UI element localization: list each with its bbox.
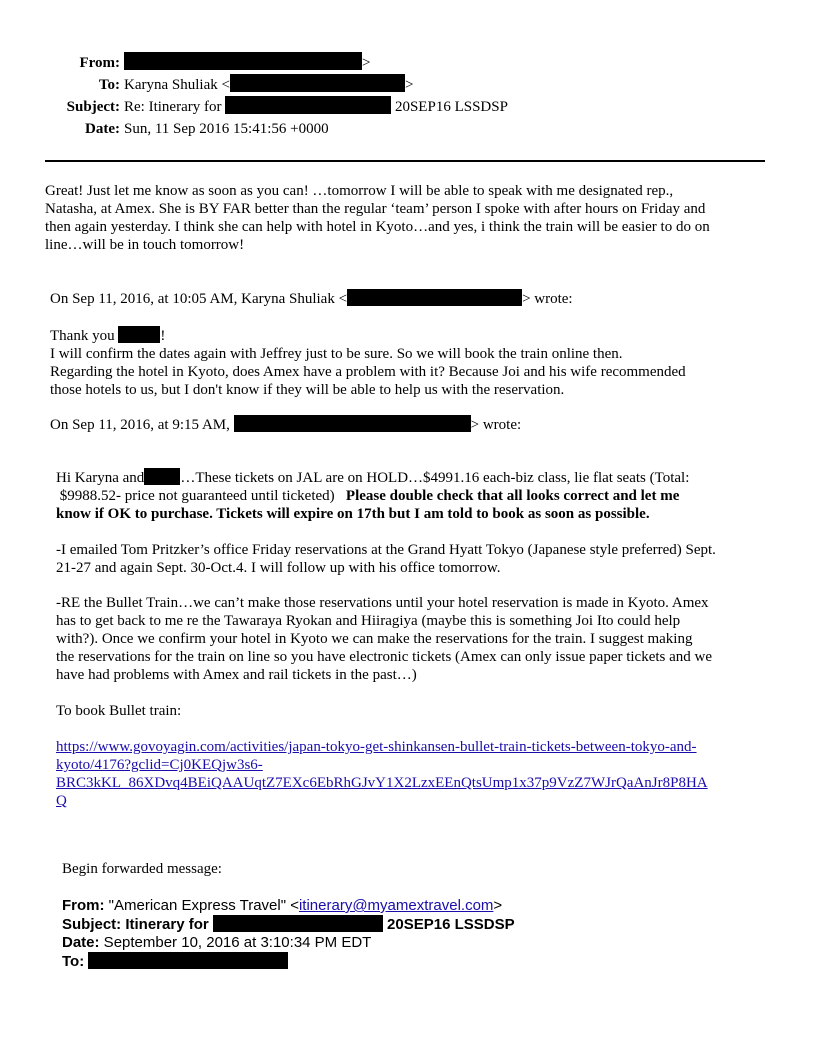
greeting-rest: …These tickets on JAL are on HOLD…$4991.16 each-biz class, lie flat seats (Total: xyxy=(180,470,690,486)
fwd-from-email[interactable]: itinerary@myamextravel.com xyxy=(298,897,494,914)
fwd-from-label: From: xyxy=(62,897,105,914)
attribution-suffix: > wrote: xyxy=(522,291,573,307)
body-line: line…will be in touch tomorrow! xyxy=(45,237,245,253)
date-label: Date: xyxy=(85,121,120,137)
date-value: Sun, 11 Sep 2016 15:41:56 +0000 xyxy=(124,121,329,137)
body-line: I will confirm the dates again with Jeffrey just to be sure. So we will book the train online then. xyxy=(50,346,623,362)
redaction-bar xyxy=(124,52,362,70)
book-label: To book Bullet train: xyxy=(56,703,182,719)
fwd-subject-label: Subject: Itinerary for xyxy=(62,916,209,933)
url-line[interactable]: Q xyxy=(56,793,67,809)
to-value xyxy=(124,74,413,96)
redaction-bar xyxy=(347,289,522,306)
redaction-bar xyxy=(234,415,471,432)
forwarded-header xyxy=(62,897,515,971)
quote-attribution-1 xyxy=(50,289,775,308)
body-line: Natasha, at Amex. She is BY FAR better than the regular ‘team’ person I spoke with after hours on Friday and xyxy=(45,201,706,217)
message-p3 xyxy=(56,594,781,684)
fwd-subject-suffix: 20SEP16 LSSDSP xyxy=(387,916,515,933)
url-line[interactable]: BRC3kKL_86XDvq4BEiQAAUqtZ7EXc6EbRhGJvY1X2LzxEEnQtsUmp1x37p9VzZ7WJrQaAnJr8P8HA xyxy=(56,775,708,791)
to-label: To: xyxy=(98,77,120,93)
redaction-bar xyxy=(213,915,383,932)
header-divider xyxy=(45,160,765,162)
attribution-prefix: On Sep 11, 2016, at 9:15 AM, xyxy=(50,417,230,433)
redaction-bar xyxy=(144,468,180,485)
redaction-bar xyxy=(230,74,405,92)
reply-body xyxy=(45,182,770,254)
message-intro xyxy=(56,468,781,523)
attribution-prefix: On Sep 11, 2016, at 10:05 AM, Karyna Shuliak < xyxy=(50,291,348,307)
from-value xyxy=(124,52,370,74)
to-name: Karyna Shuliak < xyxy=(124,77,230,93)
subject-suffix: 20SEP16 LSSDSP xyxy=(394,99,508,115)
url-line[interactable]: https://www.govoyagin.com/activities/japan-tokyo-get-shinkansen-bullet-train-tickets-between-tokyo-and- xyxy=(56,739,697,755)
redaction-bar xyxy=(225,96,391,114)
url-line[interactable]: kyoto/4176?gclid=Cj0KEQjw3s6- xyxy=(56,757,263,773)
thanks-prefix: Thank you xyxy=(50,328,115,344)
quote-attribution-2 xyxy=(50,415,775,434)
subject-label: Subject: xyxy=(66,99,120,115)
body-line: Great! Just let me know as soon as you can! …tomorrow I will be able to speak with me designated rep., xyxy=(45,183,674,199)
fwd-date-value: September 10, 2016 at 3:10:34 PM EDT xyxy=(99,934,372,951)
attribution-suffix: > wrote: xyxy=(470,417,522,433)
body-line: with?). Once we confirm your hotel in Kyoto we can make the reservations for the train. I suggest making xyxy=(56,631,693,647)
body-line: those hotels to us, but I don't know if they will be able to help us with the reservation. xyxy=(50,382,565,398)
subject-value xyxy=(124,96,508,118)
redaction-bar xyxy=(88,952,288,969)
thanks-suffix: ! xyxy=(160,328,166,344)
body-line: -I emailed Tom Pritzker’s office Friday reservations at the Grand Hyatt Tokyo (Japanese style preferred) Sept. xyxy=(56,542,716,558)
expire-note: know if OK to purchase. Tickets will expire on 17th but I am told to book as soon as possible. xyxy=(56,506,650,522)
body-line: then again yesterday. I think she can help with hotel in Kyoto…and yes, i think the train will be easier to do on xyxy=(45,219,710,235)
message-p2 xyxy=(56,541,781,577)
booking-url[interactable] xyxy=(56,738,781,810)
from-label: From: xyxy=(79,55,120,71)
subject-prefix: Re: Itinerary for xyxy=(124,99,222,115)
fwd-date-label: Date: xyxy=(62,934,100,951)
close-bracket: > xyxy=(404,77,414,93)
email-header xyxy=(0,52,816,140)
body-line: -RE the Bullet Train…we can’t make those reservations until your hotel reservation is made in Kyoto. Amex xyxy=(56,595,709,611)
price-note: $9988.52- price not guaranteed until ticketed) xyxy=(56,488,346,504)
body-line: have had problems with Amex and rail tickets in the past…) xyxy=(56,667,417,683)
body-line: the reservations for the train on line so you have electronic tickets (Amex can only issue paper tickets and we xyxy=(56,649,713,665)
redaction-bar xyxy=(118,326,160,343)
fwd-from-name: "American Express Travel" < xyxy=(104,897,299,914)
fwd-from-close: > xyxy=(493,897,503,914)
body-line: Regarding the hotel in Kyoto, does Amex have a problem with it? Because Joi and his wife recommended xyxy=(50,364,686,380)
close-bracket: > xyxy=(362,55,371,71)
forward-begin: Begin forwarded message: xyxy=(62,861,222,877)
fwd-to-label: To: xyxy=(62,953,85,970)
body-line: has to get back to me re the Tawaraya Ryokan and Hiiragiya (maybe this is something Joi Ito could help xyxy=(56,613,681,629)
greeting: Hi Karyna and xyxy=(56,470,145,486)
confirm-request: Please double check that all looks correct and let me xyxy=(345,488,680,504)
quote-body-1 xyxy=(50,326,775,399)
body-line: 21-27 and again Sept. 30-Oct.4. I will follow up with his office tomorrow. xyxy=(56,560,501,576)
